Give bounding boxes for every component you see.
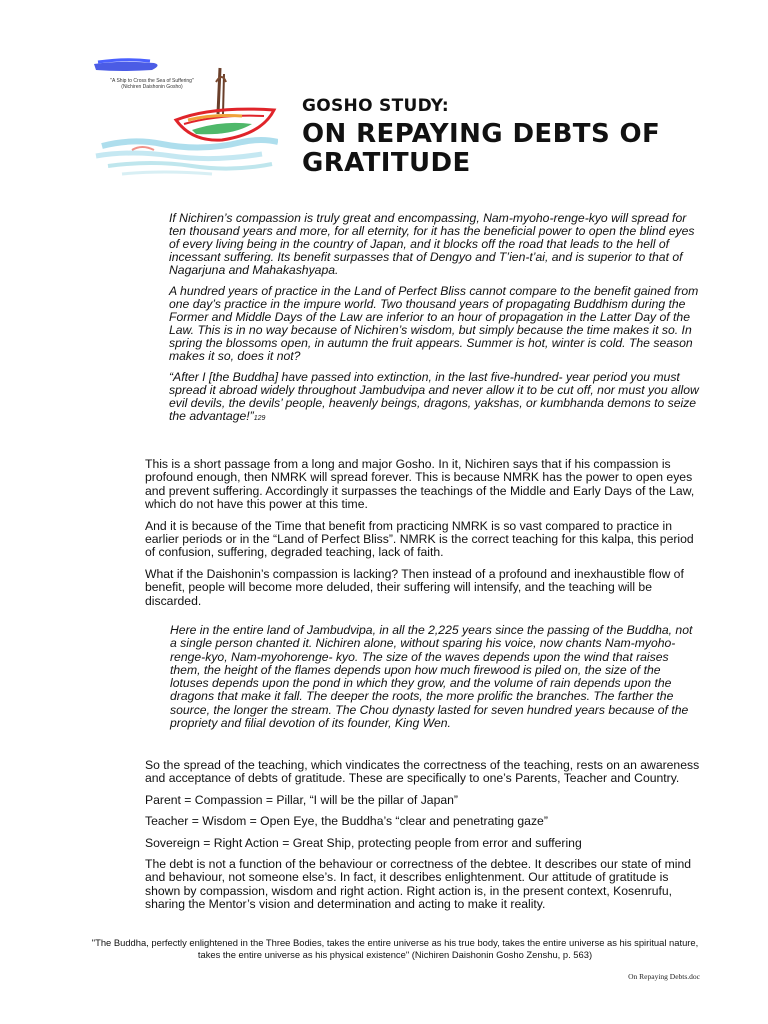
quote-reference-number: 129 xyxy=(253,415,266,422)
equation-line: Parent = Compassion = Pillar, “I will be the pillar of Japan” xyxy=(145,792,458,807)
body-paragraph: And it is because of the Time that benefit from practicing NMRK is so vast compared to practice in earlier periods or in the “Land of Perfect Bliss”. NMRK is the correct teaching for this kalpa, this period of confusion, suffering, degraded teaching, lack of faith. xyxy=(145,518,694,560)
ship-logo xyxy=(92,58,278,180)
quote-paragraph: Here in the entire land of Jambudvipa, in all the 2,225 years since the passing of the Buddha, not a single person chanted it. Nichiren alone, without sparing his voice, now chants Nam-myoho-renge-kyo, Nam-myohorenge- kyo. The size of the waves depends upon the wind that raises them, the height of the flames depends upon how much firewood is piled on, the size of the lotuses depends upon the pond in which they grow, and the volume of rain depends upon the dragons that make it fall. The deeper the roots, the more prolific the branches. The farther the source, the longer the stream. The Chou dynasty lasted for seven hundred years because of the propriety and filial devotion of its founder, King Wen. xyxy=(170,623,693,731)
logo-caption xyxy=(92,78,212,90)
commentary-section-2 xyxy=(145,759,705,920)
body-paragraph: So the spread of the teaching, which vindicates the correctness of the teaching, rests on an awareness and acceptance of debts of gratitude. These are specifically to one’s Parents, Teacher and Country. xyxy=(145,758,700,786)
logo-caption-line: "A Ship to Cross the Sea of Suffering" xyxy=(110,78,194,84)
body-paragraph: The debt is not a function of the behaviour or correctness of the debtee. It describes our state of mind and behaviour, not someone else’s. In fact, it describes enlightenment. Our attitude of gratitude is shown by compassion, wisdom and right action. Right action is, in the present context, Kosenrufu, sharing the Mentor’s vision and determination and acting to make it reality. xyxy=(145,857,692,912)
title-line: ON REPAYING DEBTS OF xyxy=(302,119,661,149)
heading-kicker: GOSHO STUDY: xyxy=(302,96,449,116)
page-heading xyxy=(302,96,660,178)
footer-quote: "The Buddha, perfectly enlightened in the Three Bodies, takes the entire universe as his true body, takes the entire universe as his spiritual nature, takes the entire universe as his physical existence" (Nichiren Daishonin Gosho Zenshu, p. 563) xyxy=(91,937,699,960)
quote-text: “After I [the Buddha] have passed into extinction, in the last five-hundred- year period you must spread it abroad widely throughout Jambudvipa and never allow it to be cut off, nor must you allow evil devils, the devils’ people, heavenly beings, dragons, yakshas, or kumbhanda demons to seize the advantage!” xyxy=(169,370,699,423)
title-line: GRATITUDE xyxy=(302,148,471,178)
quote-paragraph: A hundred years of practice in the Land of Perfect Bliss cannot compare to the benefit gained from one day’s practice in the impure world. Two thousand years of propagating Buddhism during the Former and Middle Days of the Law are inferior to an hour of propagation in the Latter Day of the Law. This is in no way because of Nichiren’s wisdom, but simply because the time makes it so. In spring the blossoms open, in autumn the fruit appears. Summer is hot, winter is cold. The season makes it so, does it not? xyxy=(169,284,699,363)
body-paragraph: What if the Daishonin’s compassion is lacking? Then instead of a profound and inexhaustible flow of benefit, people will become more deluded, their suffering will intensify, and the teaching will be discarded. xyxy=(145,566,684,608)
commentary-section-1 xyxy=(145,458,705,616)
logo-caption-line: (Nichiren Daishonin Gosho) xyxy=(121,84,183,90)
body-paragraph: This is a short passage from a long and major Gosho. In it, Nichiren says that if his compassion is profound enough, then NMRK will spread forever. This is because NMRK has the power to open eyes and prevent suffering. Accordingly it surpasses the teachings of the Middle and Early Days of the Law, which do not have this power at this time. xyxy=(145,457,695,512)
gosho-quote xyxy=(169,212,699,433)
quote-paragraph xyxy=(169,371,699,425)
gosho-quote-2 xyxy=(170,624,700,730)
equation-line: Teacher = Wisdom = Open Eye, the Buddha’s “clear and penetrating gaze” xyxy=(145,814,548,829)
ship-drawing-icon xyxy=(92,58,278,180)
footer-filename: On Repaying Debts.doc xyxy=(628,972,700,981)
page-title xyxy=(302,120,660,178)
equation-line: Sovereign = Right Action = Great Ship, protecting people from error and suffering xyxy=(145,835,582,850)
quote-paragraph: If Nichiren’s compassion is truly great and encompassing, Nam-myoho-renge-kyo will spread for ten thousand years and more, for all eternity, for it has the beneficial power to open the blind eyes of every living being in the country of Japan, and it blocks off the road that leads to the hell of incessant suffering. Its benefit surpasses that of Dengyo and T’ien-t’ai, and is superior to that of Nagarjuna and Mahakashyapa. xyxy=(169,211,695,277)
